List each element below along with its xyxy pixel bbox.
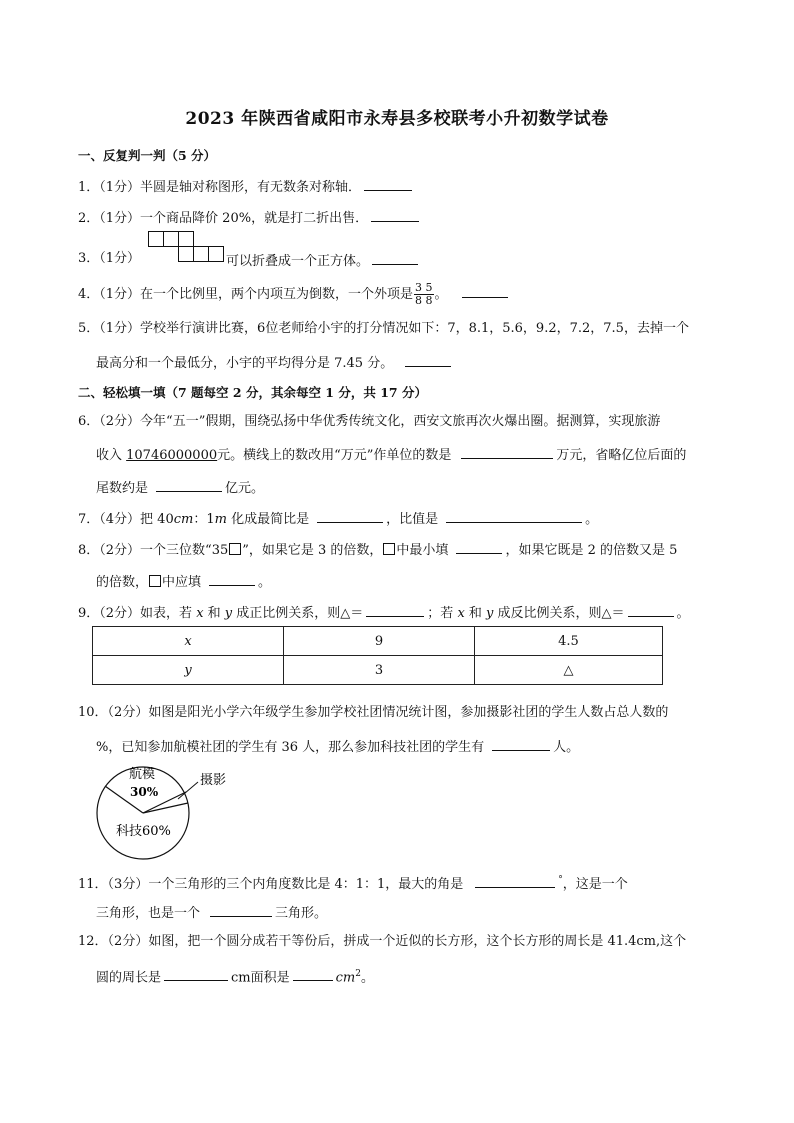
question-6-text: 元。横线上的数改用“万元”作单位的数是 [217, 448, 452, 463]
question-8-text: 。 [258, 575, 272, 590]
pie-leader-line [178, 782, 198, 799]
section-2-heading: 二、轻松填一填（7 题每空 2 分，其余每空 1 分，共 17 分） [78, 385, 427, 400]
question-9-text: 成正比例关系，则△＝ [232, 606, 364, 621]
question-3-rest [226, 250, 421, 271]
question-8-text: ”，如果它是 3 的倍数， [242, 543, 383, 558]
question-9 [78, 602, 690, 623]
table-cell: △ [475, 656, 663, 685]
question-3-text: 可以折叠成一个正方体。 [226, 254, 370, 269]
variable-x: x [196, 606, 204, 621]
question-11-text: ，这是一个 [562, 877, 628, 892]
question-10-line-1: 10．（2分）如图是阳光小学六年级学生参加学校社团情况统计图，参加摄影社团的学生人数占总人数的 [78, 705, 669, 720]
degree-symbol: ° [558, 875, 563, 885]
question-8-text: ，如果它既是 2 的倍数又是 5 [505, 543, 678, 558]
underlined-number: 10746000000 [126, 448, 218, 463]
answer-blank[interactable] [456, 539, 502, 554]
question-2 [78, 207, 422, 228]
page-title: 2023 年陕西省咸阳市永寿县多校联考小升初数学试卷 [185, 109, 609, 129]
answer-blank[interactable] [366, 602, 424, 617]
question-8-line-1 [78, 539, 677, 560]
answer-blank[interactable] [475, 873, 555, 888]
question-9-text: 成反比例关系，则△＝ [493, 606, 625, 621]
question-8-text: 的倍数， [96, 575, 149, 590]
question-4-text: 4．（1分）在一个比例里，两个内项互为倒数，一个外项是 [78, 287, 414, 302]
question-6-text: 收入 [96, 448, 127, 463]
question-8-text: 中最小填 [396, 543, 449, 558]
unit-cm: cm [335, 970, 356, 986]
question-8-line-2 [96, 571, 271, 592]
question-6-text: 尾数约是 [96, 481, 149, 496]
question-11-line-2 [96, 902, 327, 923]
question-5-line-2 [96, 352, 454, 373]
question-8-text: 8．（2分）一个三位数“35 [78, 543, 229, 558]
variable-x: x [457, 606, 465, 621]
question-9-text: 。 [676, 606, 690, 621]
table-cell: 9 [284, 627, 475, 656]
question-11-text: 三角形。 [275, 906, 328, 921]
variable-y: y [486, 606, 494, 621]
table-cell: x [93, 627, 284, 656]
question-3 [78, 250, 140, 268]
answer-blank[interactable] [492, 736, 550, 751]
question-1-text: 1．（1分）半圆是轴对称图形，有无数条对称轴． [78, 180, 362, 195]
xy-table [92, 626, 663, 685]
pie-label-hangmo: 航模 [129, 767, 156, 782]
question-10-text: 人。 [553, 740, 580, 755]
answer-blank[interactable] [372, 250, 418, 265]
question-8-text: 中应填 [162, 575, 202, 590]
question-6-line-2 [96, 444, 686, 465]
question-9-text: 和 [203, 606, 225, 621]
question-7-text: ，比值是 [386, 512, 439, 527]
question-5-text: 最高分和一个最低分，小宇的平均得分是 7.45 分。 [96, 356, 394, 371]
question-6-line-3 [96, 477, 264, 498]
question-11-text: 11．（3分）一个三角形的三个内角度数比是 4：1：1，最大的角是 [78, 877, 464, 892]
question-9-text: 9．（2分）如表，若 [78, 606, 197, 621]
question-6-text: 万元，省略亿位后面的 [556, 448, 687, 463]
question-10-text: %，已知参加航模社团的学生有 36 人，那么参加科技社团的学生有 [96, 740, 485, 755]
pie-divider [143, 803, 188, 813]
answer-blank[interactable] [461, 444, 553, 459]
question-4-end: 。 [434, 287, 448, 302]
unit-cm: cm [173, 512, 194, 527]
answer-blank[interactable] [156, 477, 222, 492]
answer-blank[interactable] [405, 352, 451, 367]
question-7-text: ：1 [193, 512, 215, 527]
question-11-text: 三角形，也是一个 [96, 906, 201, 921]
answer-blank[interactable] [371, 207, 419, 222]
question-6-text: 亿元。 [225, 481, 265, 496]
answer-blank[interactable] [317, 508, 383, 523]
question-7-text: 7．（4分）把 40 [78, 512, 174, 527]
answer-blank[interactable] [293, 966, 333, 981]
box-symbol [229, 543, 241, 555]
table-row [93, 656, 663, 685]
answer-blank[interactable] [364, 176, 412, 191]
box-symbol [383, 543, 395, 555]
question-12-line-1: 12．（2分）如图，把一个圆分成若干等份后，拼成一个近似的长方形，这个长方形的周长是 41.4cm,这个 [78, 934, 687, 949]
question-9-text: ；若 [427, 606, 458, 621]
question-2-text: 2．（1分）一个商品降价 20%，就是打二折出售． [78, 211, 369, 226]
question-7 [78, 508, 598, 529]
question-6-line-1: 6．（2分）今年“五一”假期，围绕弘扬中华优秀传统文化，西安文旅再次火爆出圈。据测算，实现旅游 [78, 414, 661, 429]
question-12-line-2 [96, 965, 374, 987]
section-1-heading: 一、反复判一判（5 分） [78, 148, 217, 163]
question-5-line-1: 5．（1分）学校举行演讲比赛，6位老师给小宇的打分情况如下：7，8.1，5.6，9.2，7.2，7.5，去掉一个 [78, 321, 689, 336]
fraction-numerator: 3 5 [415, 281, 433, 294]
question-4 [78, 282, 511, 307]
table-cell: 4.5 [475, 627, 663, 656]
table-cell: y [93, 656, 284, 685]
pie-label-sheying: 摄影 [200, 773, 227, 788]
question-10-line-2 [96, 736, 579, 757]
fraction-denominator: 8 8 [415, 294, 433, 307]
answer-blank[interactable] [210, 902, 272, 917]
question-7-text: 化成最简比是 [226, 512, 310, 527]
question-1 [78, 176, 415, 197]
answer-blank[interactable] [164, 966, 228, 981]
pie-label-keji: 科技60% [116, 824, 171, 839]
question-12-text: 。 [360, 970, 374, 986]
question-3-number: 3．（1分） [78, 251, 141, 266]
answer-blank[interactable] [209, 571, 255, 586]
answer-blank[interactable] [446, 508, 582, 523]
variable-y: y [224, 606, 233, 621]
fraction [414, 282, 434, 307]
answer-blank[interactable] [462, 283, 508, 298]
club-pie-chart [90, 760, 250, 860]
question-9-text: 和 [464, 606, 487, 621]
answer-blank[interactable] [628, 602, 674, 617]
pie-label-hangmo-pct: 30% [130, 785, 159, 799]
question-11-line-1 [78, 871, 628, 894]
table-cell: 3 [284, 656, 475, 685]
superscript-2: 2 [355, 969, 361, 979]
box-symbol [149, 575, 161, 587]
question-7-text: 。 [585, 512, 599, 527]
unit-m: m [214, 512, 227, 527]
cube-net-figure [148, 231, 228, 267]
question-12-text: 圆的周长是 [96, 970, 162, 986]
question-12-text: cm面积是 [231, 970, 290, 986]
table-row [93, 627, 663, 656]
